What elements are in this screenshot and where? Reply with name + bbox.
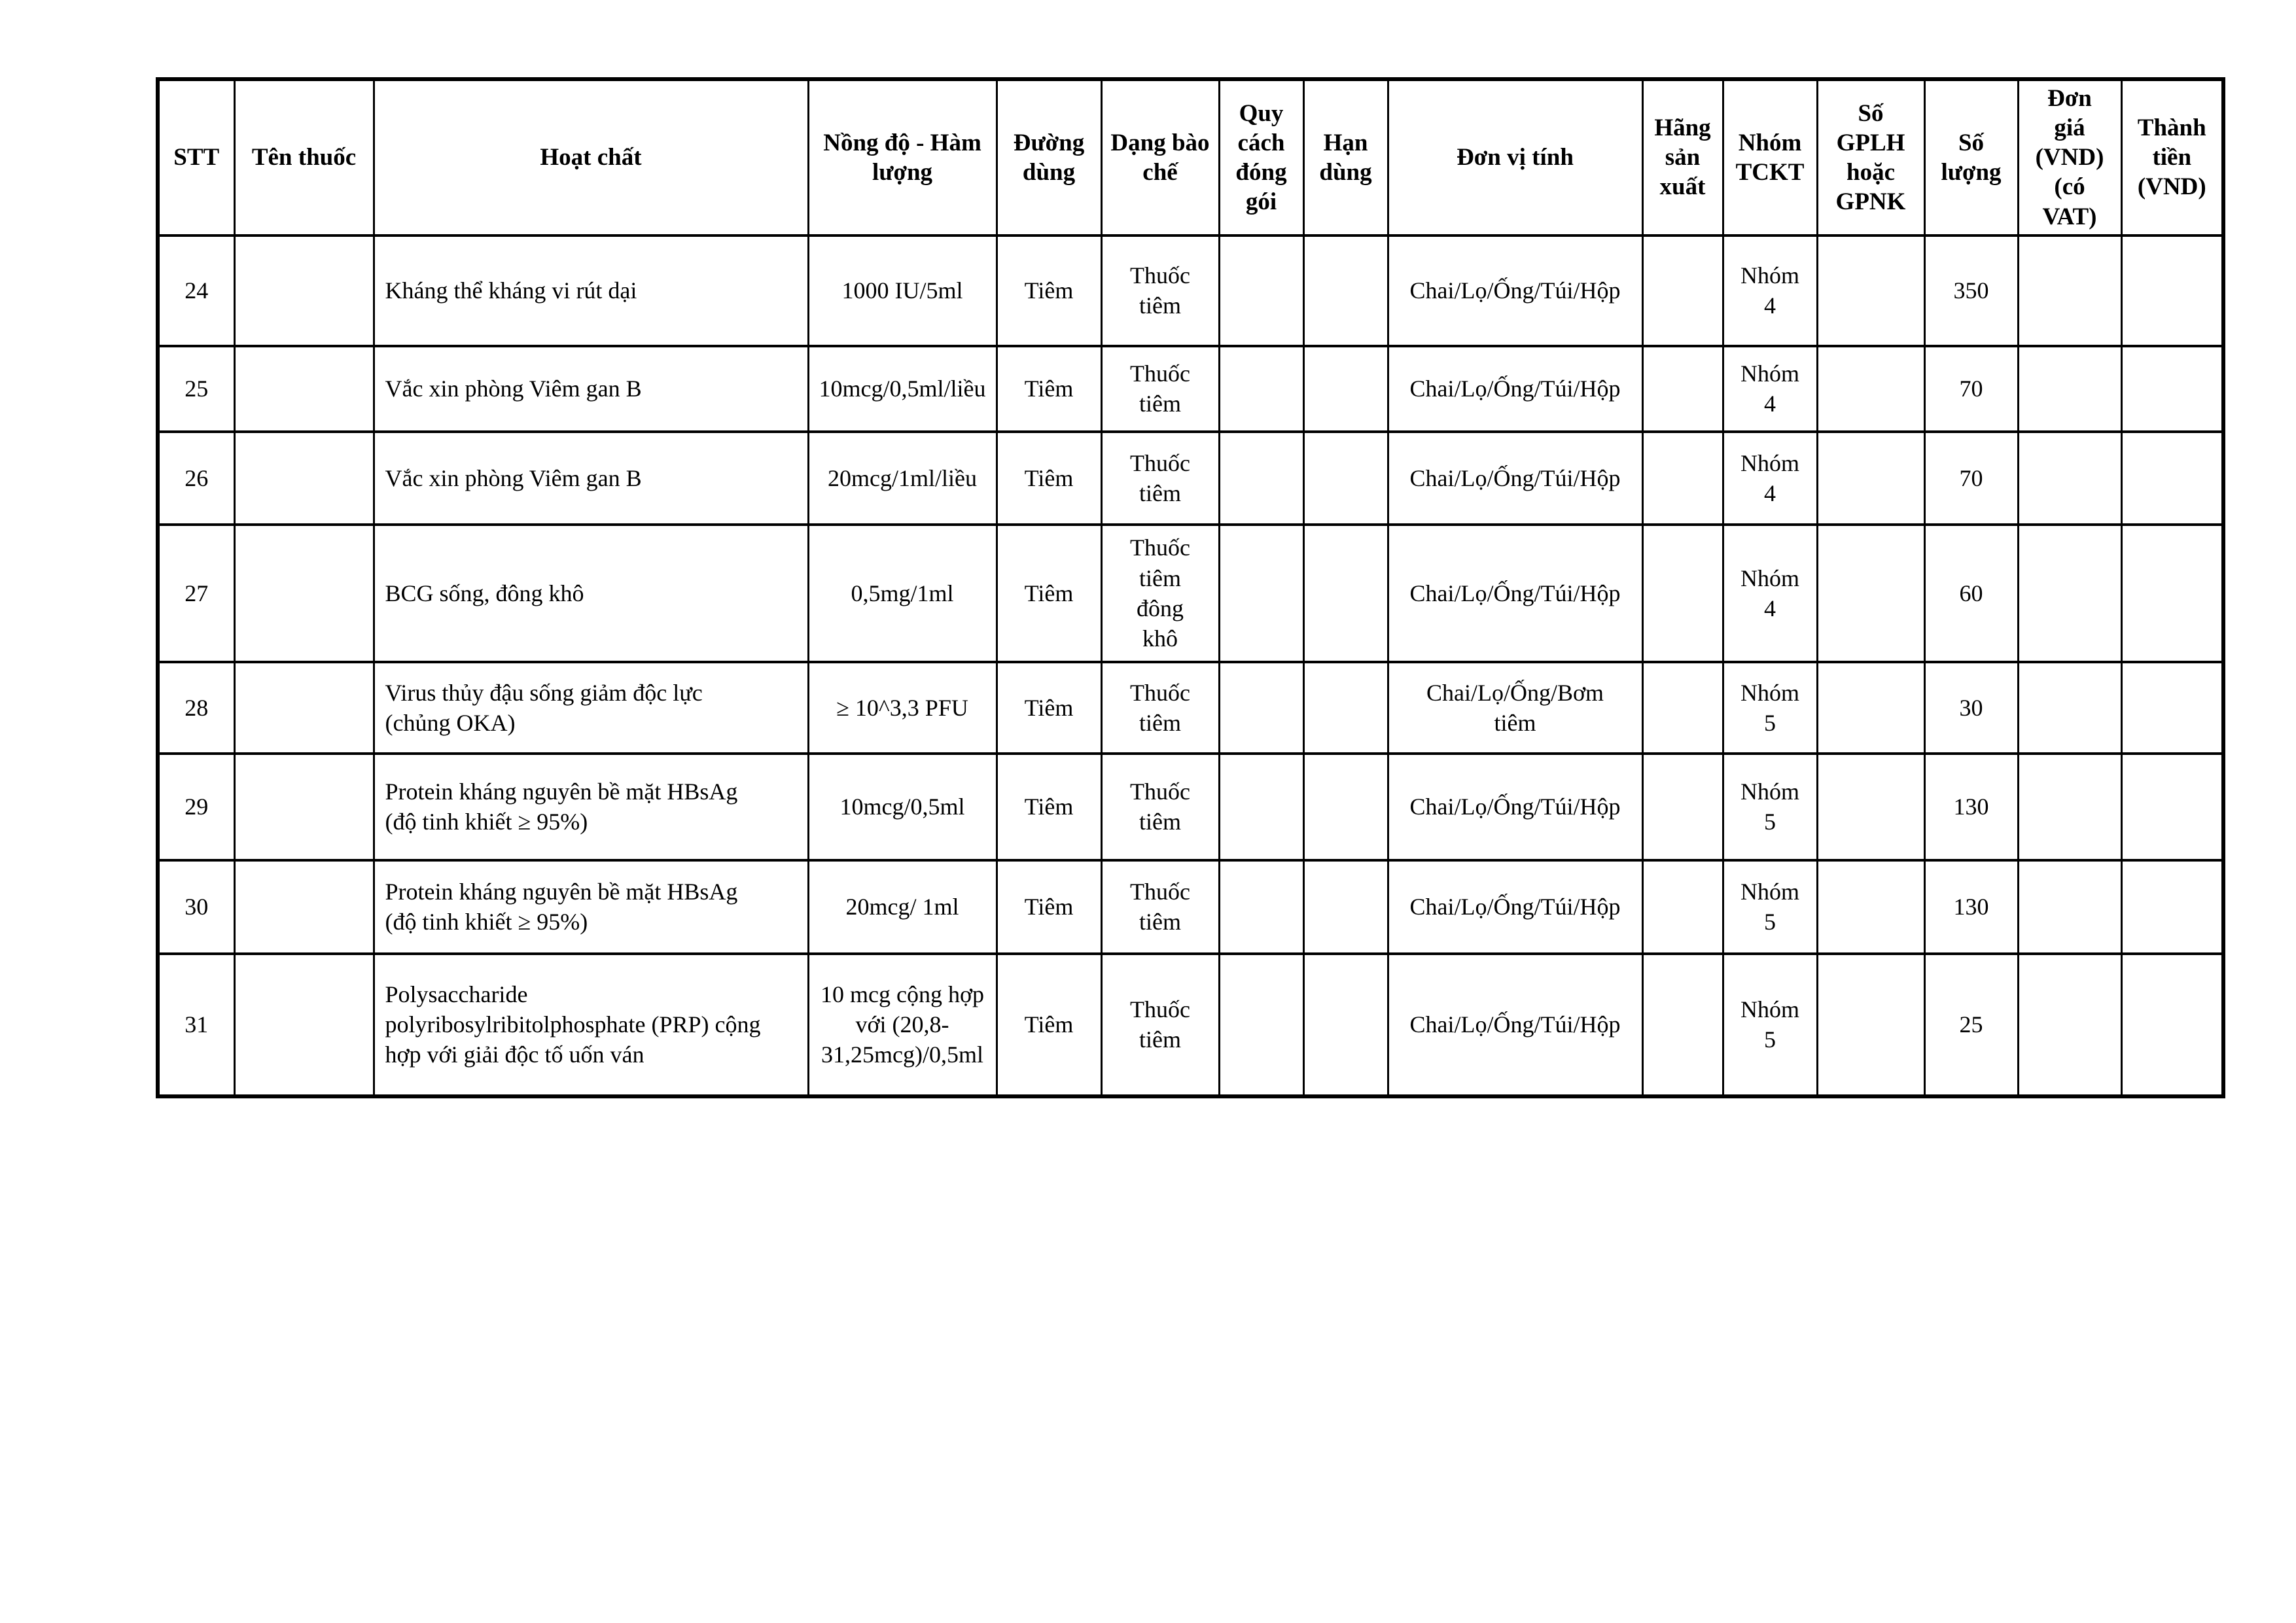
cell-hang_san_xuat: [1642, 346, 1723, 432]
cell-dang_bao_che: Thuốc tiêm: [1101, 432, 1219, 525]
cell-dang_bao_che: Thuốc tiêm: [1101, 662, 1219, 754]
cell-don_gia: [2018, 860, 2121, 954]
cell-don_gia: [2018, 954, 2121, 1096]
cell-hoat_chat: Kháng thể kháng vi rút dại: [374, 236, 808, 346]
cell-nong_do: 0,5mg/1ml: [808, 525, 997, 662]
cell-ten_thuoc: [234, 525, 374, 662]
cell-hang_san_xuat: [1642, 432, 1723, 525]
cell-duong_dung: Tiêm: [997, 860, 1101, 954]
cell-hoat_chat: Vắc xin phòng Viêm gan B: [374, 432, 808, 525]
cell-quy_cach: [1219, 432, 1303, 525]
table-row: [158, 525, 2223, 662]
cell-dang_bao_che: Thuốc tiêm: [1101, 346, 1219, 432]
cell-don_vi_tinh: Chai/Lọ/Ống/Túi/Hộp: [1388, 236, 1642, 346]
cell-so_gplh: [1817, 754, 1924, 860]
table-body: [158, 236, 2223, 1096]
cell-thanh_tien: [2121, 662, 2223, 754]
cell-ten_thuoc: [234, 754, 374, 860]
cell-don_gia: [2018, 525, 2121, 662]
cell-quy_cach: [1219, 346, 1303, 432]
cell-nhom_tckt: Nhóm 4: [1723, 525, 1817, 662]
cell-dang_bao_che: Thuốc tiêm: [1101, 236, 1219, 346]
cell-don_gia: [2018, 662, 2121, 754]
column-header-han_dung: Hạn dùng: [1303, 79, 1388, 236]
cell-thanh_tien: [2121, 954, 2223, 1096]
table-row: [158, 860, 2223, 954]
column-header-hoat_chat: Hoạt chất: [374, 79, 808, 236]
cell-stt: 28: [158, 662, 234, 754]
cell-thanh_tien: [2121, 346, 2223, 432]
cell-hoat_chat: Vắc xin phòng Viêm gan B: [374, 346, 808, 432]
column-header-ten_thuoc: Tên thuốc: [234, 79, 374, 236]
cell-han_dung: [1303, 954, 1388, 1096]
cell-so_gplh: [1817, 236, 1924, 346]
cell-hoat_chat: BCG sống, đông khô: [374, 525, 808, 662]
cell-hang_san_xuat: [1642, 860, 1723, 954]
cell-han_dung: [1303, 525, 1388, 662]
column-header-hang_san_xuat: Hãng sản xuất: [1642, 79, 1723, 236]
cell-don_gia: [2018, 236, 2121, 346]
cell-don_vi_tinh: Chai/Lọ/Ống/Túi/Hộp: [1388, 860, 1642, 954]
column-header-thanh_tien: Thành tiền (VND): [2121, 79, 2223, 236]
table-row: [158, 236, 2223, 346]
column-header-so_luong: Số lượng: [1924, 79, 2018, 236]
cell-hoat_chat: Protein kháng nguyên bề mặt HBsAg (độ tinh khiết ≥ 95%): [374, 860, 808, 954]
cell-nong_do: 20mcg/1ml/liều: [808, 432, 997, 525]
cell-nong_do: 1000 IU/5ml: [808, 236, 997, 346]
cell-han_dung: [1303, 346, 1388, 432]
cell-dang_bao_che: Thuốc tiêm: [1101, 954, 1219, 1096]
cell-hang_san_xuat: [1642, 754, 1723, 860]
table-row: [158, 754, 2223, 860]
cell-ten_thuoc: [234, 346, 374, 432]
cell-so_luong: 130: [1924, 860, 2018, 954]
cell-so_luong: 30: [1924, 662, 2018, 754]
cell-han_dung: [1303, 432, 1388, 525]
cell-ten_thuoc: [234, 236, 374, 346]
cell-so_luong: 60: [1924, 525, 2018, 662]
cell-duong_dung: Tiêm: [997, 432, 1101, 525]
cell-don_vi_tinh: Chai/Lọ/Ống/Túi/Hộp: [1388, 525, 1642, 662]
cell-dang_bao_che: Thuốc tiêm đông khô: [1101, 525, 1219, 662]
table-row: [158, 954, 2223, 1096]
cell-stt: 24: [158, 236, 234, 346]
cell-han_dung: [1303, 860, 1388, 954]
header-row: [158, 79, 2223, 236]
cell-dang_bao_che: Thuốc tiêm: [1101, 860, 1219, 954]
cell-so_gplh: [1817, 346, 1924, 432]
column-header-nhom_tckt: Nhóm TCKT: [1723, 79, 1817, 236]
cell-so_gplh: [1817, 432, 1924, 525]
cell-thanh_tien: [2121, 236, 2223, 346]
cell-duong_dung: Tiêm: [997, 954, 1101, 1096]
cell-thanh_tien: [2121, 754, 2223, 860]
cell-thanh_tien: [2121, 525, 2223, 662]
column-header-dang_bao_che: Dạng bào chế: [1101, 79, 1219, 236]
cell-stt: 27: [158, 525, 234, 662]
cell-hang_san_xuat: [1642, 236, 1723, 346]
cell-nong_do: 10 mcg cộng hợp với (20,8- 31,25mcg)/0,5ml: [808, 954, 997, 1096]
cell-nong_do: 10mcg/0,5ml: [808, 754, 997, 860]
table-row: [158, 432, 2223, 525]
cell-so_luong: 130: [1924, 754, 2018, 860]
cell-hang_san_xuat: [1642, 525, 1723, 662]
cell-ten_thuoc: [234, 432, 374, 525]
drug-price-table: [156, 77, 2225, 1098]
cell-quy_cach: [1219, 525, 1303, 662]
column-header-don_vi_tinh: Đơn vị tính: [1388, 79, 1642, 236]
column-header-don_gia: Đơn giá (VND) (có VAT): [2018, 79, 2121, 236]
cell-quy_cach: [1219, 236, 1303, 346]
cell-duong_dung: Tiêm: [997, 754, 1101, 860]
cell-so_luong: 25: [1924, 954, 2018, 1096]
cell-stt: 26: [158, 432, 234, 525]
cell-nhom_tckt: Nhóm 4: [1723, 236, 1817, 346]
cell-don_vi_tinh: Chai/Lọ/Ống/Túi/Hộp: [1388, 754, 1642, 860]
cell-nhom_tckt: Nhóm 4: [1723, 432, 1817, 525]
cell-stt: 25: [158, 346, 234, 432]
cell-so_gplh: [1817, 525, 1924, 662]
cell-thanh_tien: [2121, 432, 2223, 525]
cell-stt: 29: [158, 754, 234, 860]
column-header-quy_cach: Quy cách đóng gói: [1219, 79, 1303, 236]
cell-nong_do: 10mcg/0,5ml/liều: [808, 346, 997, 432]
cell-stt: 31: [158, 954, 234, 1096]
cell-han_dung: [1303, 236, 1388, 346]
cell-quy_cach: [1219, 662, 1303, 754]
cell-hang_san_xuat: [1642, 954, 1723, 1096]
cell-dang_bao_che: Thuốc tiêm: [1101, 754, 1219, 860]
cell-hoat_chat: Virus thủy đậu sống giảm độc lực (chủng OKA): [374, 662, 808, 754]
cell-so_luong: 350: [1924, 236, 2018, 346]
table-row: [158, 346, 2223, 432]
cell-quy_cach: [1219, 860, 1303, 954]
cell-don_vi_tinh: Chai/Lọ/Ống/Túi/Hộp: [1388, 954, 1642, 1096]
cell-han_dung: [1303, 662, 1388, 754]
cell-nhom_tckt: Nhóm 5: [1723, 754, 1817, 860]
cell-don_gia: [2018, 432, 2121, 525]
cell-so_luong: 70: [1924, 432, 2018, 525]
cell-ten_thuoc: [234, 954, 374, 1096]
column-header-nong_do: Nồng độ - Hàm lượng: [808, 79, 997, 236]
cell-so_luong: 70: [1924, 346, 2018, 432]
cell-nong_do: ≥ 10^3,3 PFU: [808, 662, 997, 754]
cell-quy_cach: [1219, 954, 1303, 1096]
cell-so_gplh: [1817, 954, 1924, 1096]
cell-don_vi_tinh: Chai/Lọ/Ống/Túi/Hộp: [1388, 432, 1642, 525]
cell-ten_thuoc: [234, 860, 374, 954]
cell-han_dung: [1303, 754, 1388, 860]
cell-hoat_chat: Protein kháng nguyên bề mặt HBsAg (độ tinh khiết ≥ 95%): [374, 754, 808, 860]
cell-nong_do: 20mcg/ 1ml: [808, 860, 997, 954]
cell-duong_dung: Tiêm: [997, 525, 1101, 662]
cell-nhom_tckt: Nhóm 5: [1723, 860, 1817, 954]
cell-hang_san_xuat: [1642, 662, 1723, 754]
cell-nhom_tckt: Nhóm 4: [1723, 346, 1817, 432]
column-header-stt: STT: [158, 79, 234, 236]
cell-stt: 30: [158, 860, 234, 954]
column-header-duong_dung: Đường dùng: [997, 79, 1101, 236]
cell-ten_thuoc: [234, 662, 374, 754]
column-header-so_gplh: Số GPLH hoặc GPNK: [1817, 79, 1924, 236]
cell-nhom_tckt: Nhóm 5: [1723, 954, 1817, 1096]
table-row: [158, 662, 2223, 754]
cell-don_gia: [2018, 754, 2121, 860]
cell-duong_dung: Tiêm: [997, 236, 1101, 346]
cell-hoat_chat: Polysaccharide polyribosylribitolphosphate (PRP) cộng hợp với giải độc tố uốn ván: [374, 954, 808, 1096]
cell-so_gplh: [1817, 860, 1924, 954]
cell-don_vi_tinh: Chai/Lọ/Ống/Bơm tiêm: [1388, 662, 1642, 754]
cell-don_gia: [2018, 346, 2121, 432]
cell-so_gplh: [1817, 662, 1924, 754]
cell-duong_dung: Tiêm: [997, 346, 1101, 432]
cell-quy_cach: [1219, 754, 1303, 860]
cell-don_vi_tinh: Chai/Lọ/Ống/Túi/Hộp: [1388, 346, 1642, 432]
cell-thanh_tien: [2121, 860, 2223, 954]
cell-nhom_tckt: Nhóm 5: [1723, 662, 1817, 754]
cell-duong_dung: Tiêm: [997, 662, 1101, 754]
